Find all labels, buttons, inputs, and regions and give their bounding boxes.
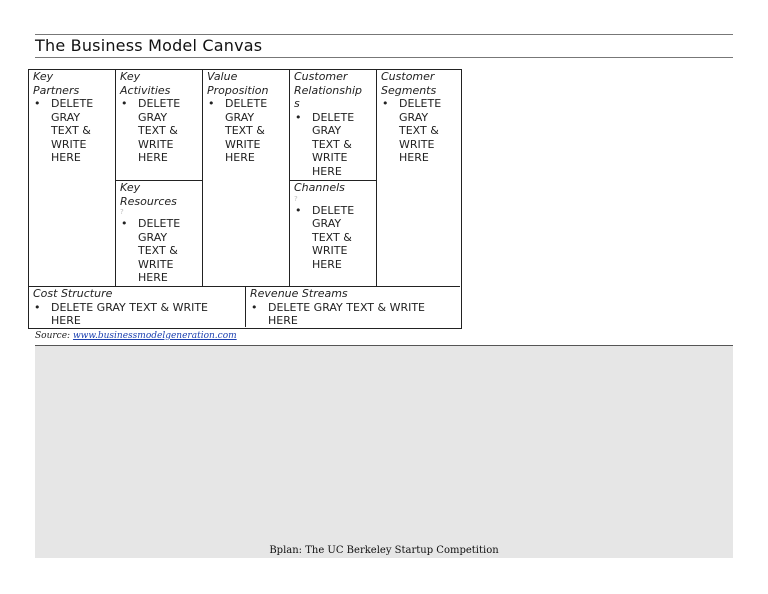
page-title: The Business Model Canvas [35, 36, 263, 55]
cost-structure-list [33, 301, 241, 328]
list-line: GRAY [312, 217, 342, 230]
list-item [312, 204, 372, 272]
list-line: GRAY [138, 230, 168, 244]
page-background-panel [35, 345, 733, 558]
customer-relationships-heading-1: Customer [294, 70, 348, 83]
list-item [51, 97, 111, 165]
list-line: • DELETE [312, 203, 355, 217]
key-activities-block[interactable] [116, 70, 203, 181]
channels-block[interactable] [290, 181, 377, 287]
list-line: GRAY [51, 110, 81, 124]
list-line: • DELETE GRAY TEXT & WRITE [268, 300, 426, 314]
customer-relationships-heading-2: Relationship [294, 83, 363, 97]
list-line: HERE [138, 151, 168, 164]
value-proposition-block[interactable] [203, 70, 290, 287]
list-line: WRITE [51, 137, 87, 151]
list-line: • DELETE [399, 97, 442, 110]
business-model-canvas [28, 69, 462, 329]
channels-heading: Channels [294, 181, 345, 194]
list-line: WRITE [138, 137, 174, 151]
placeholder-marker-icon: ? [120, 208, 124, 216]
list-line: TEXT & [51, 124, 91, 137]
list-line: TEXT & [138, 244, 178, 257]
list-line: GRAY [138, 110, 168, 124]
list-item [138, 217, 198, 285]
key-partners-block[interactable] [29, 70, 116, 287]
customer-segments-heading-1: Customer [381, 70, 435, 83]
value-proposition-heading-1: Value [207, 70, 238, 83]
list-line: HERE [399, 151, 429, 164]
list-line: HERE [51, 314, 81, 327]
customer-relationships-list [294, 111, 372, 179]
revenue-streams-list [250, 301, 456, 328]
list-item [399, 97, 456, 165]
list-line: HERE [312, 164, 342, 178]
revenue-streams-heading: Revenue Streams [250, 287, 348, 300]
value-proposition-heading-2: Proposition [207, 83, 269, 97]
key-resources-block[interactable] [116, 181, 203, 287]
list-line: TEXT & [399, 124, 439, 137]
key-resources-heading-1: Key [120, 181, 141, 194]
list-line: WRITE [138, 257, 174, 271]
list-line: • DELETE [51, 97, 94, 110]
customer-segments-list [381, 97, 456, 165]
list-item [51, 301, 241, 328]
channels-list [294, 204, 372, 272]
list-line: • DELETE [225, 97, 268, 110]
cost-structure-block[interactable] [29, 287, 246, 327]
list-line: TEXT & [312, 137, 352, 151]
section-divider [35, 345, 733, 346]
list-line: • DELETE [138, 217, 181, 230]
list-line: TEXT & [312, 230, 352, 244]
list-line: GRAY [225, 110, 255, 124]
placeholder-marker-icon: ? [294, 194, 298, 203]
revenue-streams-block[interactable] [246, 287, 460, 327]
list-line: • DELETE [312, 110, 355, 124]
list-item [312, 111, 372, 179]
list-line: HERE [225, 151, 255, 164]
key-resources-list [120, 217, 198, 285]
key-activities-list [120, 97, 198, 165]
customer-segments-block[interactable] [377, 70, 460, 287]
list-line: HERE [51, 151, 81, 164]
list-item [268, 301, 456, 328]
title-bar [35, 34, 733, 58]
list-line: WRITE [399, 137, 435, 151]
key-partners-heading-1: Key [33, 70, 54, 83]
customer-segments-heading-2: Segments [381, 83, 437, 97]
customer-relationships-block[interactable] [290, 70, 377, 181]
key-partners-list [33, 97, 111, 165]
key-resources-heading-2: Resources [120, 194, 177, 208]
list-line: TEXT & [138, 124, 178, 137]
key-activities-heading-2: Activities [120, 83, 171, 97]
list-line: HERE [268, 314, 298, 327]
key-activities-heading-1: Key [120, 70, 141, 83]
source-note [35, 331, 237, 341]
value-proposition-list [207, 97, 285, 165]
list-line: • DELETE [138, 97, 181, 110]
list-line: GRAY [399, 110, 429, 124]
source-link[interactable]: www.businessmodelgeneration.com [72, 331, 237, 341]
list-item [225, 97, 285, 165]
cost-structure-heading: Cost Structure [33, 287, 113, 300]
list-line: TEXT & [225, 124, 265, 137]
list-line: WRITE [225, 137, 261, 151]
list-line: • DELETE GRAY TEXT & WRITE [51, 300, 209, 314]
source-label: Source: [35, 331, 71, 341]
list-line: WRITE [312, 151, 348, 164]
customer-relationships-heading-3: s [294, 97, 300, 110]
list-line: GRAY [312, 124, 342, 137]
key-partners-heading-2: Partners [33, 83, 80, 97]
list-item [138, 97, 198, 165]
list-line: HERE [138, 271, 168, 284]
page-footer: Bplan: The UC Berkeley Startup Competition [269, 545, 499, 556]
list-line: HERE [312, 257, 342, 271]
list-line: WRITE [312, 244, 348, 257]
